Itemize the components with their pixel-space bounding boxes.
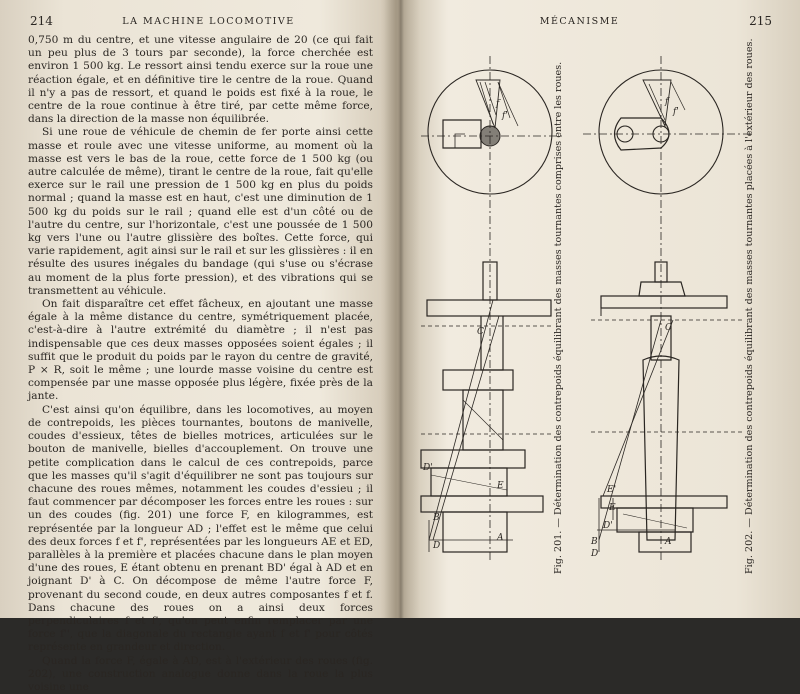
running-title-right: MÉCANISME: [539, 16, 620, 27]
fig-201-label-b: B: [433, 513, 440, 523]
page-number-left: 214: [30, 14, 53, 28]
fig-202-label-f: f: [665, 97, 669, 107]
paragraph-4: C'est ainsi qu'on équilibre, dans les locomotives, au moyen de contrepoids, les pièces tournantes, boutons de manivelle, coudes d'essieux, têtes de bielles motrices, articulées sur le bouton de manivelle, bielles d'accouplement. On trouve une petite complication dans le calcul de ces contrepoids, parce que les masses qu'il s'agit d'équilibrer ne sont pas toujours sur chacune des roues mêmes, notamment les coudes d'essieu ; il faut commencer par décomposer les forces entre les roues : sur un des coudes (fig. 201) une force F, en kilogrammes, est représentée par la longueur AD ; l'effet est le même que celui des deux forces f et f', représentées par les longueurs AE et ED, parallèles à la première et placées chacune dans le plan moyen d'une des roues, E étant obtenu en prenant BD' égal à AD et en joignant D' à C. On décompose de même l'autre force F, provenant du second coude, en deux autres composantes f et f. Dans chacune des roues on a ainsi deux forces perpendiculaires f et f', qu'on peut enfin remplacer par une force f'', que la diagonale du rectangle ayant f et f' pour côtés représente en grandeur et direction.: [28, 403, 373, 654]
left-page: [0, 0, 397, 693]
fig-202-label-d-prime: D': [603, 521, 613, 531]
running-title-left: LA MACHINE LOCOMOTIVE: [122, 16, 295, 27]
fig-202-label-f-prime: f': [673, 107, 679, 117]
figures-drawing: [403, 0, 800, 618]
fig-202-caption: Fig. 202. — Détermination des contrepoids équilibrant des masses tournantes placées à l'extérieur des roues.: [744, 38, 755, 574]
paragraph-5: Quand la force F, égale à AD, est à l'extérieur des roues (fig. 202), une construction analogue donne dans la roue la plus voisine une: [28, 654, 373, 693]
fig-201-label-a: A: [497, 533, 504, 543]
fig-202-label-c: C: [665, 323, 672, 333]
fig-201-label-d: D: [433, 541, 441, 551]
fig-201-label-e: E: [497, 481, 504, 491]
fig-201-label-f: f: [496, 99, 500, 109]
fig-201-drawing: [421, 56, 563, 560]
fig-202-label-b: B: [591, 537, 598, 547]
fig-201-label-f-prime: f': [502, 111, 508, 121]
fig-201-caption: Fig. 201. — Détermination des contrepoids équilibrant des masses tournantes comprises entre les roues.: [553, 61, 564, 574]
paragraph-2: Si une roue de véhicule de chemin de fer porte ainsi cette masse et roule avec une vitesse uniforme, au moment où la masse est vers le bas de la roue, cette force de 1 500 kg (ou autre calculée de même), tirant le centre de la roue, fait qu'elle exerce sur le rail une pression de 1 500 kg en plus du poids normal ; quand la masse est en haut, c'est une diminution de 1 500 kg du poids sur le rail ; quand elle est d'un côté ou de l'autre du centre, sur l'horizontale, c'est une poussée de 1 500 kg vers l'une ou l'autre glissière des boîtes. Cette force, qui varie rapidement, agit ainsi sur le rail et sur les glissières : il en résulte des usures inégales du bandage (qui s'use ou s'écrase au moment de la plus forte pression), et des vibrations qui se transmettent au véhicule.: [28, 126, 373, 297]
fig-201-label-d-prime: D': [423, 463, 433, 473]
left-body-text: [28, 34, 373, 694]
right-page: [403, 0, 800, 618]
paragraph-1: 0,750 m du centre, et une vitesse angulaire de 20 (ce qui fait un peu plus de 3 tours par seconde), la force cherchée est environ 1 500 kg. Le ressort ainsi tendu exerce sur la roue une réaction égale, et en définitive tire le centre de la roue. Quand il n'y a pas de ressort, et quand le poids est fixé à la roue, le centre de la roue continue à être tiré, par cette même force, dans la direction de la masse non équilibrée.: [28, 34, 373, 126]
fig-202-label-a: A: [665, 537, 672, 547]
fig-202-label-e-prime: E': [607, 485, 617, 495]
paragraph-3: On fait disparaître cet effet fâcheux, en ajoutant une masse égale à la même distance du centre, symétriquement placée, c'est-à-dire à l'autre extrémité du diamètre ; il n'est pas indispensable que ces deux masses opposées soient égales ; il suffit que le produit du poids par le rayon du centre de gravité, P × R, soit le même ; une lourde masse voisine du centre est compensée par une masse opposée plus légère, fixée près de la jante.: [28, 298, 373, 403]
fig-201-label-c: C: [477, 327, 484, 337]
fig-202-label-d: D: [591, 549, 599, 559]
fig-202-label-e: E: [609, 503, 616, 513]
page-number-right: 215: [749, 14, 772, 28]
